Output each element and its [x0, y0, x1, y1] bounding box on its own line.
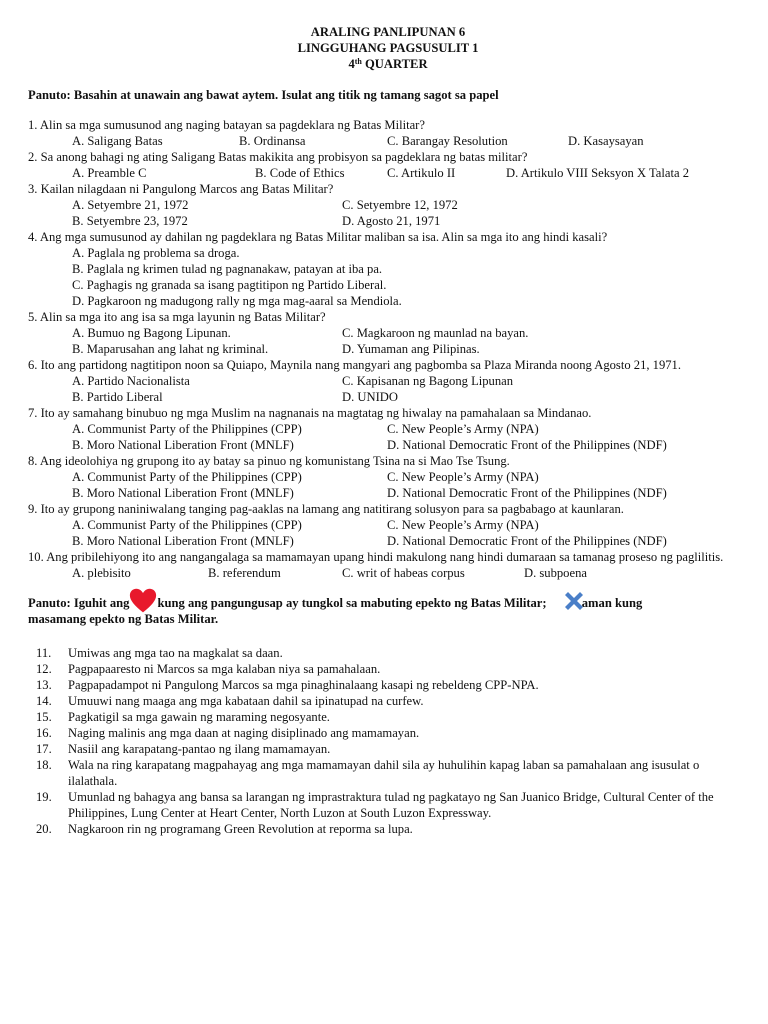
instruction-text-heart: kung ang pangungusap ay tungkol sa mabuting epekto ng Batas Militar;: [157, 596, 547, 610]
option-c: C. Artikulo II: [387, 166, 456, 180]
question-text: 5. Alin sa mga ito ang isa sa mga layunin ng Batas Militar?: [28, 310, 326, 324]
question-text: 9. Ito ay grupong naniniwalang tanging pag-aaklas na lamang ang natitirang solusyon para sa pagbabago at kaunlaran.: [28, 502, 624, 516]
option-a: A. Setyembre 21, 1972: [72, 198, 189, 212]
list-item: [28, 757, 748, 789]
option-row: [28, 517, 748, 533]
item-number: 15.: [36, 710, 52, 724]
option-row: [28, 469, 748, 485]
question-text: 2. Sa anong bahagi ng ating Saligang Batas makikita ang probisyon sa pagdeklara ng batas militar?: [28, 150, 528, 164]
item-text: Pagpapadampot ni Pangulong Marcos sa mga pinaghinalaang kasapi ng rebeldeng CPP-NPA.: [68, 678, 539, 692]
question-text: 4. Ang mga sumusunod ay dahilan ng pagdeklara ng Batas Militar maliban sa isa. Alin sa mga ito ang hindi kasali?: [28, 230, 608, 244]
option-d: D. Pagkaroon ng madugong rally ng mga mag-aaral sa Mendiola.: [72, 294, 402, 308]
option-a: A. Paglala ng problema sa droga.: [72, 246, 240, 260]
quarter-suffix: th: [354, 57, 362, 66]
quarter-number: 4: [348, 57, 355, 71]
item-number: 18.: [36, 758, 52, 772]
question-8: [28, 453, 748, 501]
option-row: [28, 437, 748, 453]
instruction-line: [28, 593, 748, 611]
worksheet-title: ARALING PANLIPUNAN 6: [310, 25, 466, 39]
question-text: 1. Alin sa mga sumusunod ang naging batayan sa pagdeklara ng Batas Militar?: [28, 118, 425, 132]
option-row: [28, 277, 748, 293]
option-a: A. Bumuo ng Bagong Lipunan.: [72, 326, 231, 340]
option-b: B. Maparusahan ang lahat ng kriminal.: [72, 342, 269, 356]
item-text: Pagpapaaresto ni Marcos sa mga kalaban niya sa pamahalaan.: [68, 662, 381, 676]
option-row: [28, 245, 748, 261]
instruction-part-1: Panuto: Basahin at unawain ang bawat aytem. Isulat ang titik ng tamang sagot sa papel: [28, 88, 499, 102]
option-b: B. Paglala ng krimen tulad ng pagnanakaw, patayan at iba pa.: [72, 262, 383, 276]
statement-list: [28, 645, 748, 837]
item-number: 17.: [36, 742, 52, 756]
instruction-text-x: aman kung: [581, 596, 643, 610]
option-c: C. Paghagis ng granada sa isang pagtitipon ng Partido Liberal.: [72, 278, 387, 292]
quarter-word: QUARTER: [365, 57, 428, 71]
item-number: 16.: [36, 726, 52, 740]
option-c: C. New People’s Army (NPA): [387, 422, 539, 436]
option-a: A. Communist Party of the Philippines (CPP): [72, 422, 302, 436]
option-row: [28, 213, 748, 229]
question-9: [28, 501, 748, 549]
item-number: 19.: [36, 790, 52, 804]
option-b: B. Moro National Liberation Front (MNLF): [72, 486, 294, 500]
item-text: Umunlad ng bahagya ang bansa sa larangan ng imprastraktura tulad ng pagkatayo ng San Juanico Bridge, Cultural Center of the Philippines, Lung Center at Heart Center, North Luzon at South Luzon Expressway.: [68, 790, 714, 820]
item-text: Umiwas ang mga tao na magkalat sa daan.: [68, 646, 283, 660]
question-text: 10. Ang pribilehiyong ito ang nangangalaga sa mamamayan upang hindi makulong nang hindi dumaraan sa tamanag proseso ng paglilitis.: [28, 550, 724, 564]
question-3: [28, 181, 748, 229]
item-number: 14.: [36, 694, 52, 708]
question-text: 3. Kailan nilagdaan ni Pangulong Marcos ang Batas Militar?: [28, 182, 334, 196]
question-6: [28, 357, 748, 405]
item-text: Nagkaroon rin ng programang Green Revolution at reporma sa lupa.: [68, 822, 413, 836]
option-b: B. Code of Ethics: [255, 166, 345, 180]
option-row: [28, 165, 748, 181]
question-text: 7. Ito ay samahang binubuo ng mga Muslim na nagnanais na magtatag ng hiwalay na pamahalaan sa Mindanao.: [28, 406, 592, 420]
instruction-part-2: [28, 593, 748, 627]
quarter-label: [28, 56, 748, 72]
option-c: C. writ of habeas corpus: [342, 566, 465, 580]
list-item: [28, 709, 748, 725]
option-b: B. Moro National Liberation Front (MNLF): [72, 438, 294, 452]
list-item: [28, 821, 748, 837]
question-list: [28, 117, 748, 581]
option-row: [28, 261, 748, 277]
list-item: [28, 693, 748, 709]
option-row: [28, 485, 748, 501]
option-d: D. National Democratic Front of the Philippines (NDF): [387, 534, 667, 548]
option-a: A. Saligang Batas: [72, 134, 163, 148]
option-row: [28, 341, 748, 357]
item-number: 12.: [36, 662, 52, 676]
option-c: C. Barangay Resolution: [387, 134, 508, 148]
option-d: D. National Democratic Front of the Philippines (NDF): [387, 486, 667, 500]
option-d: D. Agosto 21, 1971: [342, 214, 441, 228]
option-b: B. Ordinansa: [239, 134, 306, 148]
option-d: D. Kasaysayan: [568, 134, 644, 148]
question-10: [28, 549, 748, 581]
item-text: Wala na ring karapatang magpahayag ang mga mamamayan dahil sila ay huhulihin kapag laban sa pamahalaan ang isusulat o ilalathala.: [68, 758, 700, 788]
option-d: D. subpoena: [524, 566, 587, 580]
worksheet-subtitle: LINGGUHANG PAGSUSULIT 1: [297, 41, 479, 55]
list-item: [28, 645, 748, 661]
instruction-text-lead: Panuto: Iguhit ang: [28, 596, 130, 610]
list-item: [28, 741, 748, 757]
option-d: D. National Democratic Front of the Philippines (NDF): [387, 438, 667, 452]
option-row: [28, 325, 748, 341]
option-a: A. Partido Nacionalista: [72, 374, 190, 388]
option-d: D. UNIDO: [342, 390, 398, 404]
question-1: [28, 117, 748, 149]
option-row: [28, 133, 748, 149]
worksheet-page: [28, 24, 748, 837]
question-7: [28, 405, 748, 453]
question-text: 6. Ito ang partidong nagtitipon noon sa Quiapo, Maynila nang mangyari ang pagbomba sa Plaza Miranda noong Agosto 21, 1971.: [28, 358, 682, 372]
heart-icon: [129, 587, 157, 615]
item-number: 13.: [36, 678, 52, 692]
instruction-line-2: masamang epekto ng Batas Militar.: [28, 612, 219, 626]
worksheet-header: [28, 24, 748, 72]
question-4: [28, 229, 748, 309]
item-text: Pagkatigil sa mga gawain ng maraming negosyante.: [68, 710, 330, 724]
option-row: [28, 389, 748, 405]
option-a: A. plebisito: [72, 566, 131, 580]
option-row: [28, 565, 748, 581]
option-a: A. Preamble C: [72, 166, 147, 180]
question-text: 8. Ang ideolohiya ng grupong ito ay batay sa pinuo ng komunistang Tsina na si Mao Tse Tsung.: [28, 454, 510, 468]
list-item: [28, 725, 748, 741]
option-a: A. Communist Party of the Philippines (CPP): [72, 470, 302, 484]
option-b: B. Moro National Liberation Front (MNLF): [72, 534, 294, 548]
option-c: C. Kapisanan ng Bagong Lipunan: [342, 374, 514, 388]
item-text: Umuuwi nang maaga ang mga kabataan dahil sa ipinatupad na curfew.: [68, 694, 424, 708]
option-d: D. Yumaman ang Pilipinas.: [342, 342, 480, 356]
option-a: A. Communist Party of the Philippines (CPP): [72, 518, 302, 532]
list-item: [28, 677, 748, 693]
option-c: C. New People’s Army (NPA): [387, 518, 539, 532]
option-row: [28, 293, 748, 309]
item-number: 11.: [36, 646, 52, 660]
option-b: B. Setyembre 23, 1972: [72, 214, 188, 228]
option-c: C. Magkaroon ng maunlad na bayan.: [342, 326, 529, 340]
option-b: B. Partido Liberal: [72, 390, 163, 404]
list-item: [28, 789, 748, 821]
option-row: [28, 533, 748, 549]
question-5: [28, 309, 748, 357]
question-2: [28, 149, 748, 181]
item-number: 20.: [36, 822, 52, 836]
option-c: C. New People’s Army (NPA): [387, 470, 539, 484]
option-b: B. referendum: [208, 566, 281, 580]
option-row: [28, 197, 748, 213]
list-item: [28, 661, 748, 677]
item-text: Naging malinis ang mga daan at naging disiplinado ang mamamayan.: [68, 726, 420, 740]
item-text: Nasiil ang karapatang-pantao ng ilang mamamayan.: [68, 742, 331, 756]
option-row: [28, 373, 748, 389]
option-row: [28, 421, 748, 437]
option-c: C. Setyembre 12, 1972: [342, 198, 458, 212]
option-d: D. Artikulo VIII Seksyon X Talata 2: [506, 166, 689, 180]
